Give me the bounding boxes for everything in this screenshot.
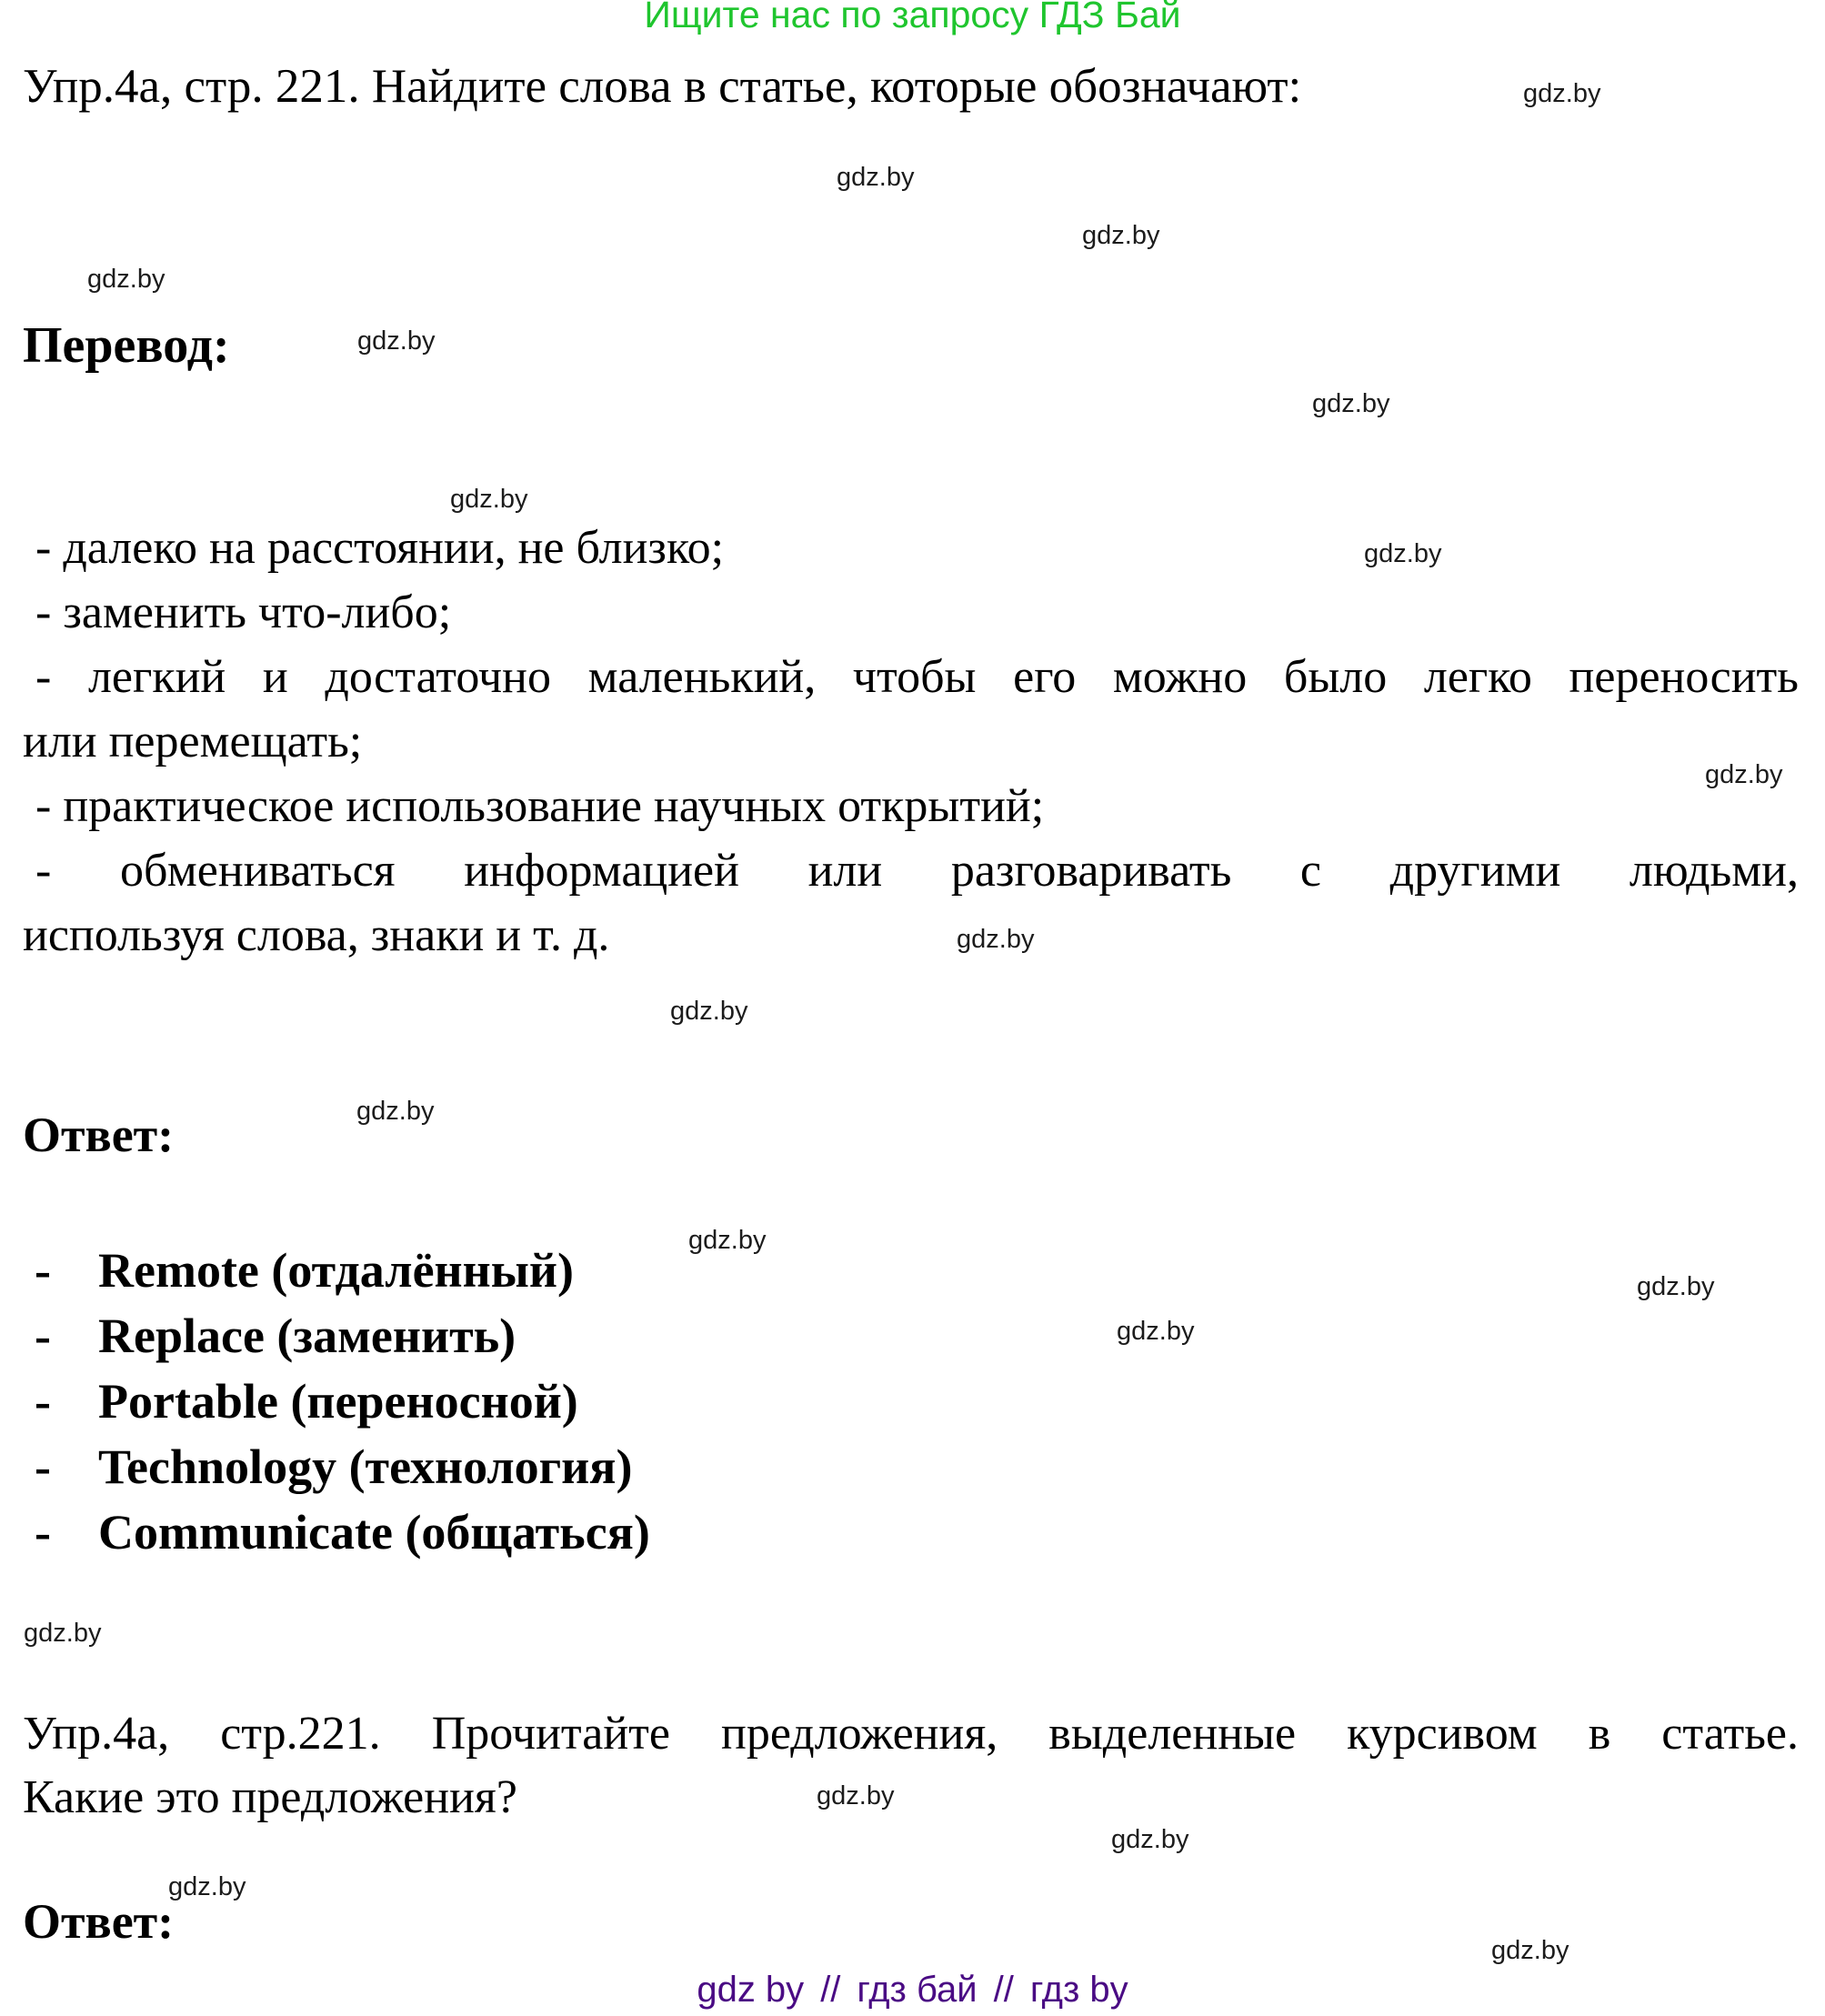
footer-link[interactable]: гдз бай bbox=[857, 1970, 978, 2010]
gdz-watermark: gdz.by bbox=[1117, 1317, 1195, 1346]
gdz-watermark: gdz.by bbox=[87, 265, 165, 294]
gdz-watermark: gdz.by bbox=[357, 326, 436, 356]
gdz-watermark: gdz.by bbox=[1312, 389, 1390, 418]
exercise2-title-line1: Упр.4а, стр.221. Прочитайте предложения, выделенные курсивом в статье. bbox=[23, 1708, 1799, 1760]
answer-text: Portable (переносной) bbox=[98, 1374, 578, 1429]
translation-heading: Перевод: bbox=[23, 317, 230, 374]
gdz-watermark: gdz.by bbox=[1364, 539, 1442, 568]
answer-heading-1: Ответ: bbox=[23, 1108, 175, 1162]
gdz-watermark: gdz.by bbox=[817, 1781, 895, 1810]
answer-marker: - bbox=[35, 1505, 51, 1560]
gdz-watermark: gdz.by bbox=[1082, 221, 1160, 250]
gdz-watermark: gdz.by bbox=[24, 1619, 102, 1648]
answer-text: Communicate (общаться) bbox=[98, 1505, 650, 1560]
gdz-watermark: gdz.by bbox=[1523, 79, 1601, 108]
gdz-watermark: gdz.by bbox=[1705, 760, 1783, 789]
definition-line: - заменить что-либо; bbox=[35, 587, 452, 638]
definition-line: - практическое использование научных открытий; bbox=[35, 780, 1045, 832]
gdz-watermark: gdz.by bbox=[670, 997, 748, 1026]
answer-heading-2: Ответ: bbox=[23, 1894, 175, 1949]
footer-link[interactable]: гдз by bbox=[1029, 1970, 1128, 2010]
definition-line: используя слова, знаки и т. д. bbox=[23, 909, 610, 961]
gdz-watermark: gdz.by bbox=[1491, 1936, 1569, 1965]
answer-marker: - bbox=[35, 1374, 51, 1429]
gdz-watermark: gdz.by bbox=[356, 1097, 435, 1126]
gdz-watermark: gdz.by bbox=[837, 163, 915, 192]
gdz-watermark: gdz.by bbox=[957, 925, 1035, 954]
footer-separator: // bbox=[993, 1970, 1014, 2010]
answer-marker: - bbox=[35, 1309, 51, 1363]
definition-line: - обмениваться информацией или разговаривать с другими людьми, bbox=[35, 845, 1799, 897]
exercise1-title: Упр.4а, стр. 221. Найдите слова в статье, которые обозначают: bbox=[23, 60, 1302, 113]
promo-banner: Ищите нас по запросу ГДЗ Бай bbox=[644, 0, 1181, 35]
answer-text: Remote (отдалённый) bbox=[98, 1243, 575, 1298]
definition-line: или перемещать; bbox=[23, 716, 363, 767]
gdz-watermark: gdz.by bbox=[168, 1872, 246, 1901]
gdz-watermark: gdz.by bbox=[1111, 1825, 1189, 1854]
footer-link[interactable]: gdz by bbox=[697, 1970, 805, 2010]
gdz-watermark: gdz.by bbox=[450, 485, 528, 514]
definition-line: - далеко на расстоянии, не близко; bbox=[35, 522, 725, 574]
answer-text: Technology (технология) bbox=[98, 1439, 633, 1494]
definition-line: - легкий и достаточно маленький, чтобы его можно было легко переносить bbox=[35, 651, 1799, 703]
exercise2-title-line2: Какие это предложения? bbox=[23, 1771, 517, 1823]
answer-text: Replace (заменить) bbox=[98, 1309, 516, 1363]
footer-separator: // bbox=[820, 1970, 841, 2010]
gdz-watermark: gdz.by bbox=[1637, 1272, 1715, 1301]
answer-marker: - bbox=[35, 1439, 51, 1494]
gdz-watermark: gdz.by bbox=[688, 1226, 767, 1255]
answer-marker: - bbox=[35, 1243, 51, 1298]
